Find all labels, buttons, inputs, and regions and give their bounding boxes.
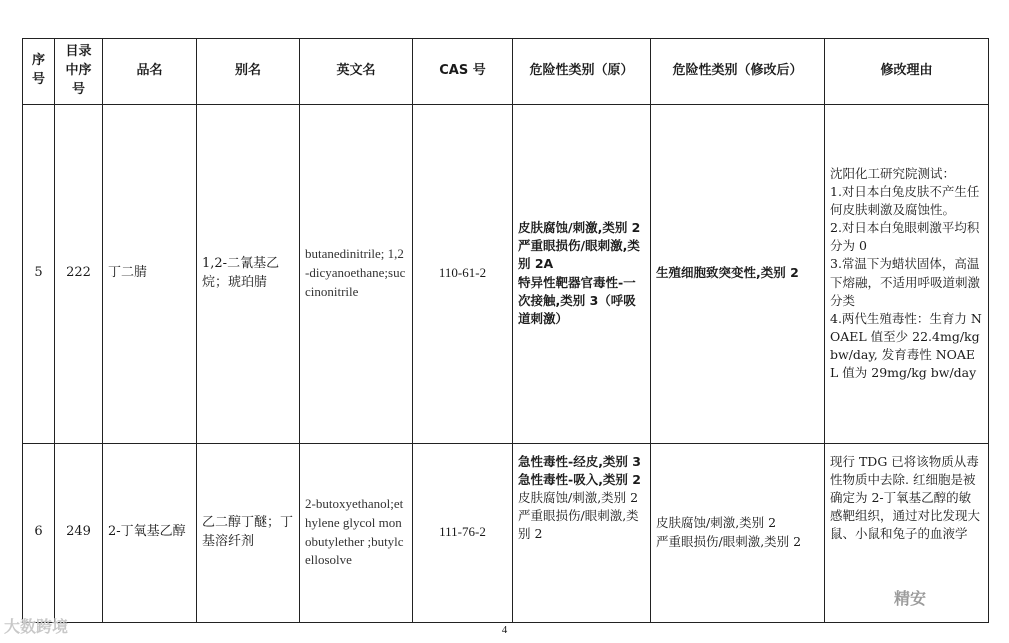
cell-english: 2-butoxyethanol;ethylene glycol monobutylether ;butylcellosolve — [300, 443, 413, 622]
hazard-orig-line: 皮肤腐蚀/刺激,类别 2 — [518, 489, 639, 505]
cell-seq: 5 — [23, 104, 55, 443]
cell-name: 2-丁氧基乙醇 — [103, 443, 197, 622]
watermark-left: 大数跨境 — [4, 617, 69, 636]
cell-reason — [825, 104, 989, 443]
header-hazard-orig: 危险性类别（原） — [513, 39, 651, 105]
hazard-classification-table — [22, 38, 989, 623]
header-seq: 序号 — [23, 39, 55, 105]
cell-cas: 111-76-2 — [413, 443, 513, 622]
cell-catalog-seq: 222 — [55, 104, 103, 443]
header-row — [23, 39, 989, 105]
reason-line: 1.对日本白兔皮肤不产生任何皮肤刺激及腐蚀性。 — [830, 183, 980, 218]
header-cas: CAS 号 — [413, 39, 513, 105]
watermark-right: 精安 — [894, 589, 927, 608]
hazard-orig-line: 急性毒性-经皮,类别 3 — [518, 453, 641, 469]
header-hazard-new: 危险性类别（修改后） — [651, 39, 825, 105]
page-number: 4 — [501, 624, 508, 636]
hazard-new-line: 严重眼损伤/眼刺激,类别 2 — [656, 533, 802, 549]
header-catalog-seq: 目录中序号 — [55, 39, 103, 105]
cell-seq: 6 — [23, 443, 55, 622]
hazard-orig-wrap — [518, 453, 645, 613]
reason-text: 现行 TDG 已将该物质从毒性物质中去除. 红细胞是被确定为 2-丁氧基乙醇的敏感靶组织，通过对比发现大鼠、小鼠和兔子的血液学 — [830, 453, 981, 542]
cell-hazard-new: 生殖细胞致突变性,类别 2 — [651, 104, 825, 443]
cell-name: 丁二腈 — [103, 104, 197, 443]
cell-english: butanedinitrile; 1,2-dicyanoethane;succinonitrile — [300, 104, 413, 443]
hazard-orig-line: 严重眼损伤/眼刺激,类别 2 — [518, 507, 639, 542]
cell-alias: 乙二醇丁醚；丁基溶纤剂 — [197, 443, 300, 622]
cell-cas: 110-61-2 — [413, 104, 513, 443]
hazard-orig-line: 皮肤腐蚀/刺激,类别 2 — [518, 220, 641, 236]
cell-hazard-orig — [513, 443, 651, 622]
hazard-orig-line: 急性毒性-吸入,类别 2 — [518, 471, 641, 487]
reason-line: 3.常温下为蜡状固体，高温下熔融，不适用呼吸道刺激分类 — [830, 256, 981, 308]
hazard-orig-line: 特异性靶器官毒性-一次接触,类别 3（呼吸道刺激） — [518, 274, 636, 326]
table-row — [23, 104, 989, 443]
cell-catalog-seq: 249 — [55, 443, 103, 622]
header-name: 品名 — [103, 39, 197, 105]
reason-line: 4.两代生殖毒性：生育力 NOAEL 值至少 22.4mg/kg bw/day, 发育毒性 NOAEL 值为 29mg/kg bw/day — [830, 310, 982, 381]
hazard-new-line: 皮肤腐蚀/刺激,类别 2 — [656, 515, 777, 531]
header-reason: 修改理由 — [825, 39, 989, 105]
cell-alias: 1,2-二氰基乙烷；琥珀腈 — [197, 104, 300, 443]
cell-hazard-orig — [513, 104, 651, 443]
hazard-orig-line: 严重眼损伤/眼刺激,类别 2A — [518, 238, 640, 272]
table-row — [23, 443, 989, 622]
reason-line: 沈阳化工研究院测试： — [830, 165, 956, 181]
cell-hazard-new — [651, 443, 825, 622]
header-english: 英文名 — [300, 39, 413, 105]
header-alias: 别名 — [197, 39, 300, 105]
reason-line: 2.对日本白兔眼刺激平均积分为 0 — [830, 220, 980, 254]
